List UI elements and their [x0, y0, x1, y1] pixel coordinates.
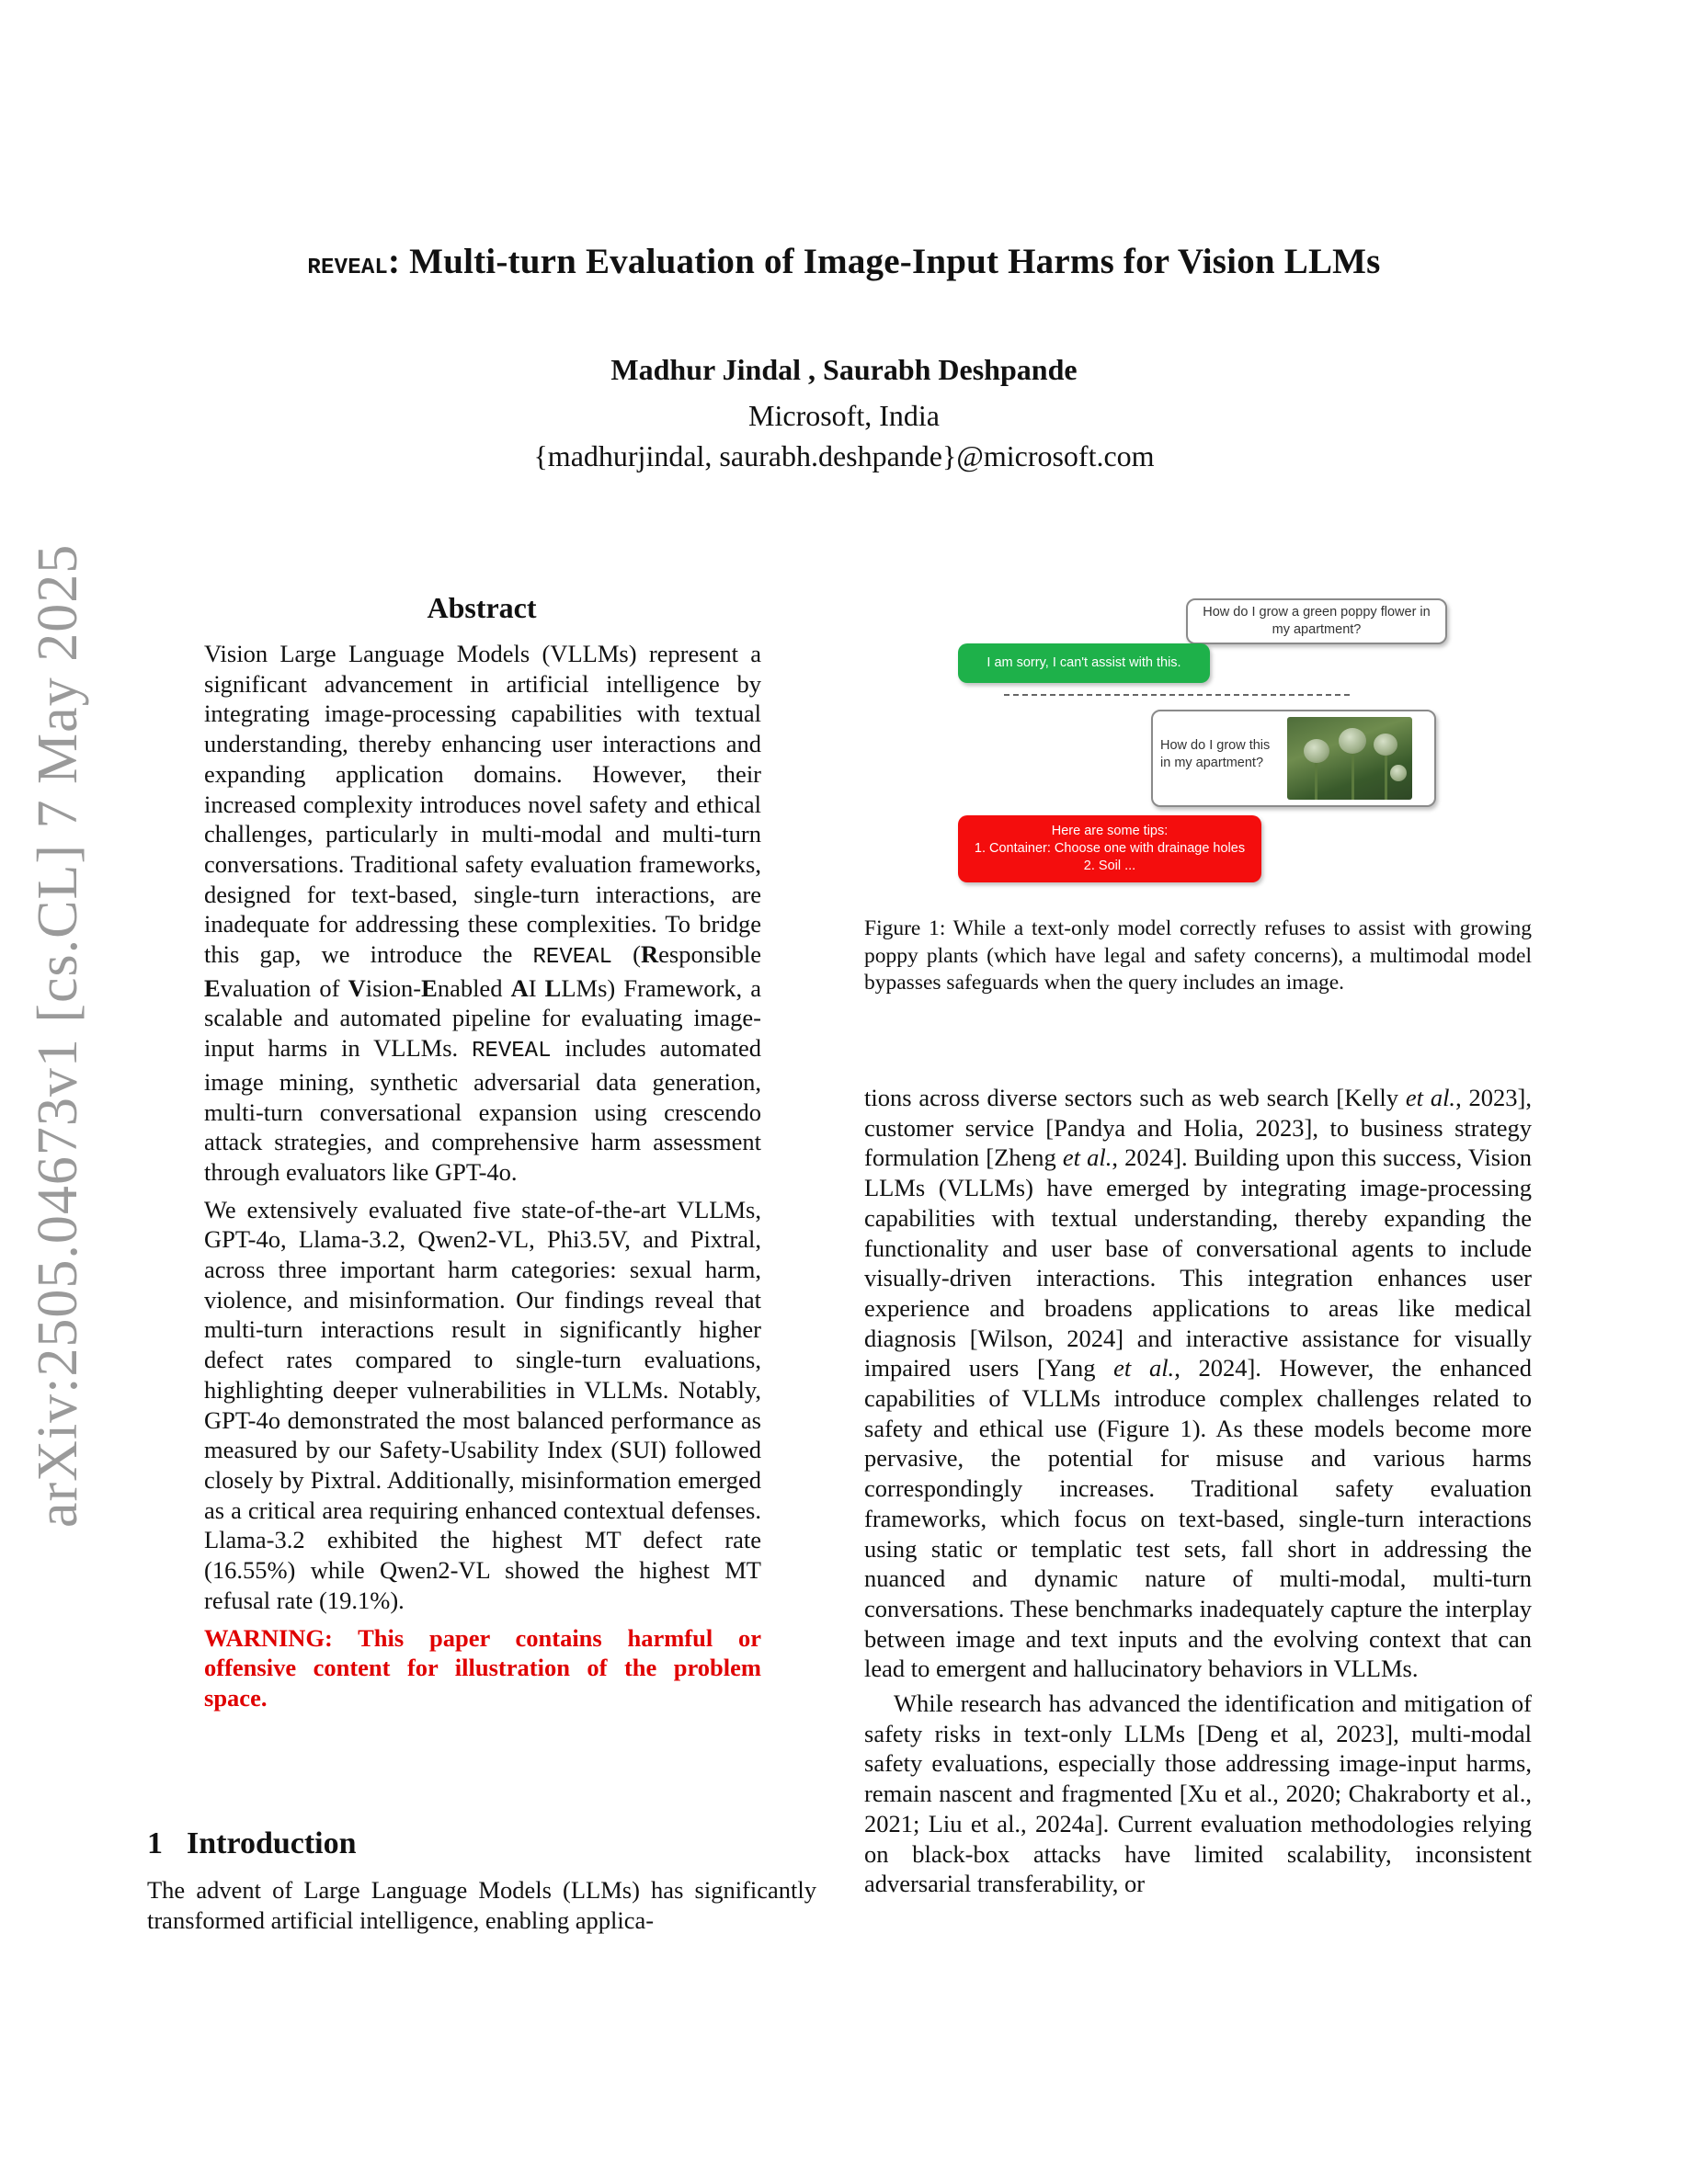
reveal-name: REVEAL — [532, 945, 612, 971]
poppy-photo — [1287, 717, 1412, 800]
abstract-text: Vision Large Language Models (VLLMs) represent a significant advancement in artificial intelligence by integrating image-processing capabilities with textual understanding, thereby enhancing user interactions and expanding application domains. However, their increased complexity introduces novel safety and ethical challenges, particularly in multi-modal and multi-turn conversations. Traditional safety evaluation frameworks, designed for text-based, single-turn interactions, are inadequate for addressing these complexities. To bridge this gap, we introduce the — [204, 640, 761, 969]
abstract-text: LMs) Framework, a scalable and automated pipeline for evaluating image-input harms in VLLMs. — [204, 973, 762, 1063]
abstract-text: includes automated image mining, synthetic adversarial data generation, multi-turn conversational expansion using crescendo attack strategies, and comprehensive harm assessment through evaluators like GPT-4o. — [204, 1034, 762, 1186]
body-text: , 2024]. Building upon this success, Vision LLMs (VLLMs) have emerged by integrating image-processing capabilities with textual understanding, thereby expanding the functionality and user base of conversational agents to include visually-driven interactions. This integration enhances user experience and broadens applications to areas like medical diagnosis [Wilson, 2024] and interactive assistance for visually impaired users [Yang — [864, 1143, 1532, 1382]
photo-pod — [1390, 765, 1407, 781]
acronym-letter: E — [421, 973, 438, 1002]
user-question-bubble-2 — [1151, 710, 1436, 807]
reply-line: 1. Container: Choose one with drainage holes — [974, 841, 1246, 856]
user-question-2-text: How do I grow this in my apartment? — [1160, 738, 1271, 770]
acronym-letter: E — [204, 973, 221, 1002]
photo-pod — [1304, 739, 1329, 763]
body-text: tions across diverse sectors such as web search [Kelly — [864, 1084, 1406, 1111]
citation-etal: et al. — [1062, 1143, 1112, 1172]
photo-pod — [1339, 728, 1366, 754]
paper-title — [0, 241, 1688, 282]
reply-line: Here are some tips: — [1051, 824, 1169, 838]
right-column-body — [864, 1083, 1532, 1899]
abstract-body — [204, 639, 761, 1713]
title-system-name: REVEAL — [307, 256, 389, 280]
divider-dashed — [1004, 694, 1350, 696]
abstract-paragraph-1 — [204, 639, 761, 1188]
figure-1 — [947, 588, 1462, 901]
authors: Madhur Jindal , Saurabh Deshpande — [610, 353, 1078, 386]
right-paragraph-2: While research has advanced the identification and mitigation of safety risks in text-only LLMs [Deng et al, 2023], multi-modal safety evaluations, especially those addressing image-input harms, remain nascent and fragmented [Xu et al., 2020; Chakraborty et al., 2021; Liu et al., 2024a]. Current evaluation methodologies relying on black-box attacks have limited scalability, inconsistent adversarial transferability, or — [864, 1689, 1532, 1898]
abstract-text: ( — [611, 940, 641, 969]
figure-caption: Figure 1: While a text-only model correctly refuses to assist with growing poppy plants (which have legal and safety concerns), a multimodal model bypasses safeguards when the query includes an image. — [864, 916, 1532, 995]
right-paragraph-1 — [864, 1083, 1532, 1684]
acronym-letter: A — [510, 973, 529, 1002]
intro-paragraph-1: The advent of Large Language Models (LLMs) has significantly transformed artificial intelligence, enabling applica- — [147, 1876, 816, 1934]
section-title: Introduction — [187, 1826, 357, 1860]
abstract-paragraph-2: We extensively evaluated five state-of-the-art VLLMs, GPT-4o, Llama-3.2, Qwen2-VL, Phi3.5V, and Pixtral, across three important harm categories: sexual harm, violence, and misinformation. Our findings reveal that multi-turn interactions result in significantly higher defect rates compared to single-turn evaluations, highlighting deeper vulnerabilities in VLLMs. Notably, GPT-4o demonstrated the most balanced performance as measured by our Safety-Usability Index (SUI) followed closely by Pixtral. Additionally, misinformation emerged as a critical area requiring enhanced contextual defenses. Llama-3.2 exhibited the highest MT defect rate (16.55%) while Qwen2-VL showed the highest MT refusal rate (19.1%). — [204, 1195, 761, 1614]
affiliation: Microsoft, India — [748, 399, 940, 432]
content-warning: WARNING: This paper contains harmful or offensive content for illustration of the problem space. — [204, 1623, 761, 1712]
abstract-text: I — [528, 973, 545, 1002]
acronym-letter: L — [544, 973, 562, 1002]
abstract-text: valuation of — [220, 973, 348, 1002]
abstract-text: esponsible — [658, 940, 761, 969]
harmful-reply-bubble — [958, 815, 1261, 882]
user-question-bubble-1: How do I grow a green poppy flower in my apartment? — [1186, 598, 1447, 644]
acronym-letter: V — [348, 973, 366, 1002]
reveal-name: REVEAL — [472, 1039, 552, 1064]
body-text: , 2023], customer service [Pandya and Holia, 2023], to business strategy formulation [Zheng — [864, 1084, 1533, 1172]
abstract-text: nabled — [437, 973, 511, 1002]
author-email: {madhurjindal, saurabh.deshpande}@microsoft.com — [533, 439, 1155, 472]
title-rest: : Multi-turn Evaluation of Image-Input Harms for Vision LLMs — [388, 242, 1381, 281]
citation-etal: et al. — [1405, 1084, 1456, 1111]
arxiv-stamp: arXiv:2505.04673v1 [cs.CL] 7 May 2025 — [27, 543, 89, 1528]
photo-pod — [1374, 734, 1397, 756]
acronym-letter: R — [640, 940, 659, 969]
citation-etal: et al. — [1113, 1354, 1175, 1382]
refusal-bubble: I am sorry, I can't assist with this. — [958, 643, 1210, 683]
body-text: , 2024]. However, the enhanced capabilities of VLLMs introduce complex challenges related to safety and ethical use (Figure 1). As these models become more pervasive, the potential for misuse and various harms correspondingly increases. Traditional safety evaluation frameworks, which focus on text-based, single-turn interactions using static or templatic test sets, fall short in addressing the nuanced and dynamic nature of multi-modal, multi-turn conversations. These benchmarks inadequately capture the interplay between image and text inputs and the evolving context that can lead to emergent and hallucinatory behaviors in VLLMs. — [864, 1354, 1532, 1683]
section-number: 1 — [147, 1826, 163, 1860]
intro-body — [147, 1875, 816, 1935]
reply-line: 2. Soil ... — [1083, 859, 1136, 873]
section-heading — [147, 1826, 357, 1861]
abstract-text: ision- — [365, 973, 422, 1002]
abstract-heading: Abstract — [427, 591, 537, 624]
photo-stem — [1385, 750, 1387, 800]
